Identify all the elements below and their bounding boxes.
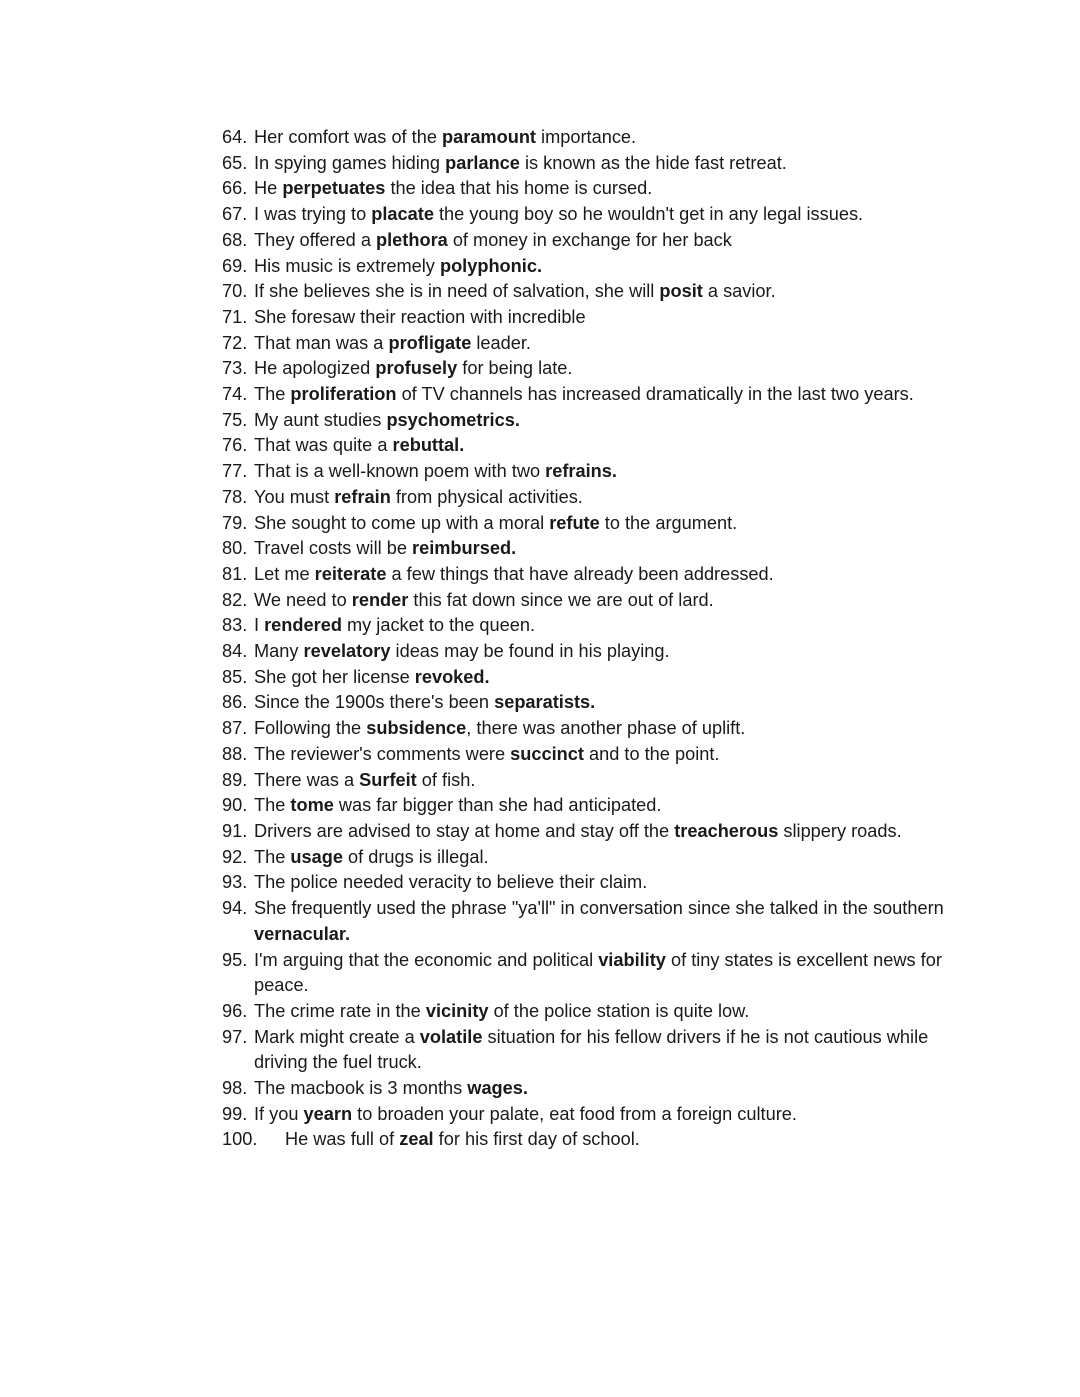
item-number: 77. [222,461,248,482]
vocabulary-word: separatists. [494,692,596,713]
sentence-text-before: That is a well-known poem with two [254,461,546,482]
sentence-text-before: I was trying to [254,204,372,225]
list-item [222,639,962,665]
sentence-text-before: We need to [254,589,352,610]
sentence-text-before: She frequently used the phrase "ya'll" in conversation since she talked in the southern [254,898,944,919]
list-item [222,228,962,254]
item-sentence [254,536,962,562]
item-number: 71. [222,306,248,327]
sentence-text-before: You must [254,486,335,507]
item-number: 99. [222,1103,248,1124]
sentence-text-before: If you [254,1103,304,1124]
item-number: 89. [222,769,248,790]
vocabulary-word: Surfeit [359,769,417,790]
item-sentence [254,228,962,254]
sentence-text-before: They offered a [254,229,377,250]
sentence-text-before: The [254,795,291,816]
list-item [222,408,962,434]
sentence-text-before: Following the [254,718,367,739]
list-item [222,948,962,999]
item-number: 69. [222,255,248,276]
vocabulary-word: refute [549,512,600,533]
list-item [222,768,962,794]
vocabulary-word: succinct [510,743,584,764]
list-item [222,1076,962,1102]
item-number: 91. [222,820,248,841]
vocabulary-word: render [351,589,409,610]
vocabulary-word: refrains. [545,461,617,482]
sentence-text-before: That was quite a [254,435,393,456]
item-sentence [254,254,962,280]
vocabulary-word: viability [598,949,666,970]
vocabulary-word: tome [290,795,334,816]
list-item [222,254,962,280]
list-item [222,202,962,228]
list-item [222,690,962,716]
item-number: 95. [222,949,248,970]
sentence-text-before: She got her license [254,666,415,687]
vocabulary-word: treacherous [674,820,779,841]
vocabulary-word: proliferation [290,384,397,405]
vocabulary-word: revelatory [303,641,391,662]
list-item [222,588,962,614]
item-sentence [254,819,962,845]
item-number: 85. [222,666,248,687]
vocabulary-word: parlance [445,152,520,173]
list-item [222,382,962,408]
item-number: 82. [222,589,248,610]
sentence-text-before: Let me [254,563,315,584]
item-number: 65. [222,152,248,173]
list-item [222,536,962,562]
sentence-text-after: is known as the hide fast retreat. [519,152,787,173]
list-item [222,511,962,537]
item-number: 93. [222,872,248,893]
item-number: 68. [222,229,248,250]
vocabulary-word: vernacular. [254,923,351,944]
item-sentence [254,1102,962,1128]
item-sentence [254,408,962,434]
item-sentence [254,742,962,768]
sentence-text-after: of money in exchange for her back [447,229,732,250]
sentence-text-before: The police needed veracity to believe their claim. [254,872,648,893]
item-number: 100. [222,1129,258,1150]
sentence-text-before: The [254,384,291,405]
item-number: 74. [222,384,248,405]
sentence-text-before: Drivers are advised to stay at home and stay off the [254,820,675,841]
sentence-text-before: Since the 1900s there's been [254,692,495,713]
sentence-text-before: The reviewer's comments were [254,743,511,764]
sentence-text-after: slippery roads. [778,820,902,841]
sentence-text-before: The [254,846,291,867]
list-item [222,819,962,845]
item-number: 67. [222,204,248,225]
item-number: 66. [222,178,248,199]
sentence-text-after: a savior. [702,281,776,302]
sentence-text-after: of TV channels has increased dramatically in the last two years. [396,384,914,405]
item-number: 86. [222,692,248,713]
list-item [222,1127,962,1153]
sentence-text-after: a few things that have already been addressed. [386,563,774,584]
item-number: 84. [222,641,248,662]
list-item [222,870,962,896]
item-number: 79. [222,512,248,533]
sentence-text-before: In spying games hiding [254,152,446,173]
item-sentence [254,665,962,691]
item-number: 90. [222,795,248,816]
sentence-text-after: importance. [536,127,637,147]
item-sentence [254,768,962,794]
item-sentence [254,382,962,408]
item-sentence [254,305,962,331]
item-sentence [254,845,962,871]
list-item [222,459,962,485]
sentence-text-after: was far bigger than she had anticipated. [333,795,662,816]
sentence-text-after: ideas may be found in his playing. [390,641,670,662]
item-sentence [254,433,962,459]
item-sentence [254,1025,962,1076]
item-sentence [254,202,962,228]
item-number: 98. [222,1078,248,1099]
item-sentence [254,690,962,716]
vocabulary-word: subsidence [366,718,467,739]
list-item [222,433,962,459]
item-sentence [254,870,962,896]
list-item [222,1102,962,1128]
item-number: 81. [222,563,248,584]
sentence-text-before: His music is extremely [254,255,440,276]
vocabulary-word: placate [371,204,434,225]
list-item [222,485,962,511]
sentence-text-before: Travel costs will be [254,538,413,559]
vocabulary-word: reimbursed. [412,538,517,559]
vocabulary-sentence-list [222,125,962,1153]
sentence-text-after: the idea that his home is cursed. [385,178,653,199]
vocabulary-word: rendered [264,615,342,636]
item-sentence [254,793,962,819]
sentence-text-before: I'm arguing that the economic and political [254,949,599,970]
item-sentence [254,1076,962,1102]
list-item [222,716,962,742]
sentence-text-before: Her comfort was of the [254,127,443,147]
vocabulary-word: plethora [376,229,448,250]
vocabulary-word: zeal [399,1129,434,1150]
list-item [222,999,962,1025]
list-item [222,331,962,357]
sentence-text-after: to broaden your palate, eat food from a foreign culture. [352,1103,797,1124]
sentence-text-before: She sought to come up with a moral [254,512,550,533]
list-item [222,793,962,819]
sentence-text-before: The crime rate in the [254,1000,426,1021]
vocabulary-word: vicinity [425,1000,489,1021]
item-sentence [254,896,962,947]
sentence-text-after: of fish. [416,769,476,790]
list-item [222,613,962,639]
vocabulary-word: perpetuates [282,178,386,199]
sentence-text-before: He [254,178,283,199]
vocabulary-word: yearn [303,1103,353,1124]
item-sentence [254,511,962,537]
vocabulary-word: profusely [375,358,458,379]
sentence-text-before: He apologized [254,358,376,379]
list-item [222,279,962,305]
sentence-text-before: My aunt studies [254,409,387,430]
item-sentence [254,562,962,588]
item-sentence [254,999,962,1025]
list-item [222,742,962,768]
item-sentence [254,176,962,202]
sentence-text-after: and to the point. [583,743,720,764]
item-number: 72. [222,332,248,353]
item-number: 87. [222,718,248,739]
sentence-text-after: situation for his fellow drivers if he is not cautious while driving the fuel truck. [254,1026,929,1073]
item-sentence [254,948,962,999]
item-number: 83. [222,615,248,636]
item-number: 73. [222,358,248,379]
list-item [222,665,962,691]
vocabulary-word: volatile [419,1026,483,1047]
item-sentence [254,639,962,665]
item-number: 80. [222,538,248,559]
list-item [222,356,962,382]
vocabulary-word: usage [290,846,343,867]
sentence-text-before: If she believes she is in need of salvation, she will [254,281,660,302]
vocabulary-word: paramount [442,127,536,147]
list-item [222,125,962,151]
item-number: 97. [222,1026,248,1047]
sentence-text-before: Mark might create a [254,1026,420,1047]
item-number: 76. [222,435,248,456]
item-sentence [254,588,962,614]
list-item [222,151,962,177]
item-number: 78. [222,486,248,507]
item-number: 88. [222,743,248,764]
vocabulary-word: refrain [334,486,391,507]
sentence-text-after: my jacket to the queen. [341,615,536,636]
sentence-text-after: of drugs is illegal. [342,846,489,867]
list-item [222,562,962,588]
item-sentence [254,125,962,151]
item-sentence [254,716,962,742]
item-number: 70. [222,281,248,302]
sentence-text-after: of the police station is quite low. [488,1000,750,1021]
list-item [222,305,962,331]
sentence-text-before: He was full of [285,1129,400,1150]
item-sentence [254,485,962,511]
item-number: 92. [222,846,248,867]
item-number: 75. [222,409,248,430]
list-item [222,176,962,202]
sentence-text-after: from physical activities. [390,486,583,507]
sentence-text-after: of tiny states is excellent news for peace. [254,949,942,996]
item-sentence [254,279,962,305]
vocabulary-word: rebuttal. [392,435,465,456]
list-item [222,896,962,947]
sentence-text-before: That man was a [254,332,389,353]
sentence-text-before: The macbook is 3 months [254,1078,468,1099]
sentence-text-before: Many [254,641,304,662]
item-sentence [254,331,962,357]
vocabulary-word: psychometrics. [386,409,520,430]
sentence-text-before: There was a [254,769,360,790]
list-item [222,845,962,871]
sentence-text-after: for being late. [457,358,573,379]
vocabulary-word: polyphonic. [439,255,543,276]
sentence-text-after: , there was another phase of uplift. [466,718,746,739]
vocabulary-word: posit [659,281,703,302]
item-sentence [254,613,962,639]
sentence-text-after: for his first day of school. [433,1129,640,1150]
vocabulary-word: revoked. [414,666,490,687]
list-item [222,1025,962,1076]
sentence-text-after: leader. [471,332,531,353]
sentence-text-after: the young boy so he wouldn't get in any legal issues. [433,204,864,225]
sentence-text-after: this fat down since we are out of lard. [408,589,714,610]
item-sentence [254,151,962,177]
sentence-text-after: to the argument. [599,512,738,533]
vocabulary-word: reiterate [314,563,387,584]
sentence-text-before: She foresaw their reaction with incredible [254,306,586,327]
item-number: 64. [222,127,248,147]
vocabulary-word: wages. [467,1078,528,1099]
sentence-text-before: I [254,615,265,636]
item-sentence [254,459,962,485]
vocabulary-word: profligate [388,332,472,353]
item-sentence [285,1127,962,1153]
item-number: 94. [222,898,248,919]
item-number: 96. [222,1000,248,1021]
item-sentence [254,356,962,382]
